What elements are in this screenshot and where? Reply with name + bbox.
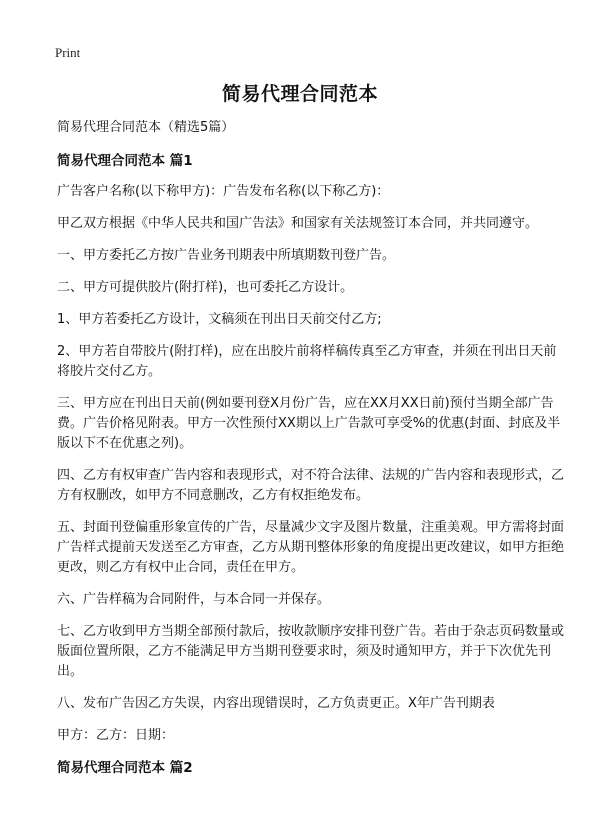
paragraph: 广告客户名称(以下称甲方)：广告发布名称(以下称乙方)： — [57, 184, 390, 199]
document-body — [57, 118, 565, 789]
paragraph: 甲乙双方根据《中华人民共和国广告法》和国家有关法规签订本合同，并共同遵守。 — [57, 216, 539, 231]
paragraph: 一、甲方委托乙方按广告业务刊期表中所填期数刊登广告。 — [57, 248, 396, 263]
paragraph: 七、乙方收到甲方当期全部预付款后，按收款顺序安排刊登广告。若由于杂志页码数量或版面位置所限，乙方不能满足甲方当期刊登要求时，须及时通知甲方，并于下次优先刊出。 — [57, 624, 565, 679]
paragraph: 八、发布广告因乙方失误，内容出现错误时，乙方负责更正。X年广告刊期表 — [57, 696, 495, 711]
document-subtitle: 简易代理合同范本（精选5篇） — [57, 120, 235, 135]
section-heading: 简易代理合同范本 篇2 — [57, 760, 193, 776]
paragraph: 1、甲方若委托乙方设计，文稿须在刊出日天前交付乙方; — [57, 312, 382, 327]
paragraph: 四、乙方有权审查广告内容和表现形式，对不符合法律、法规的广告内容和表现形式，乙方有权删改，如甲方不同意删改，乙方有权拒绝发布。 — [57, 468, 565, 503]
signature-line: 甲方：乙方：日期： — [57, 728, 175, 743]
paragraph: 六、广告样稿为合同附件，与本合同一并保存。 — [57, 592, 331, 607]
page-title: 简易代理合同范本 — [221, 83, 378, 105]
paragraph: 二、甲方可提供胶片(附打样)，也可委托乙方设计。 — [57, 280, 354, 295]
section-heading: 简易代理合同范本 篇1 — [57, 153, 193, 169]
paragraph: 三、甲方应在刊出日天前(例如要刊登X月份广告，应在XX月XX日前)预付当期全部广告费。广告价格见附表。甲方一次性预付XX期以上广告款可享受%的优惠(封面、封底及半版以下不在优惠之列)。 — [57, 396, 561, 451]
paragraph: 2、甲方若自带胶片(附打样)，应在出胶片前将样稿传真至乙方审查，并须在刊出日天前将胶片交付乙方。 — [57, 344, 557, 379]
print-link[interactable]: Print — [55, 45, 81, 60]
paragraph: 五、封面刊登偏重形象宣传的广告，尽量减少文字及图片数量，注重美观。甲方需将封面广告样式提前天发送至乙方审查，乙方从期刊整体形象的角度提出更改建议，如甲方拒绝更改，则乙方有权中止合同，责任在甲方。 — [57, 520, 565, 575]
